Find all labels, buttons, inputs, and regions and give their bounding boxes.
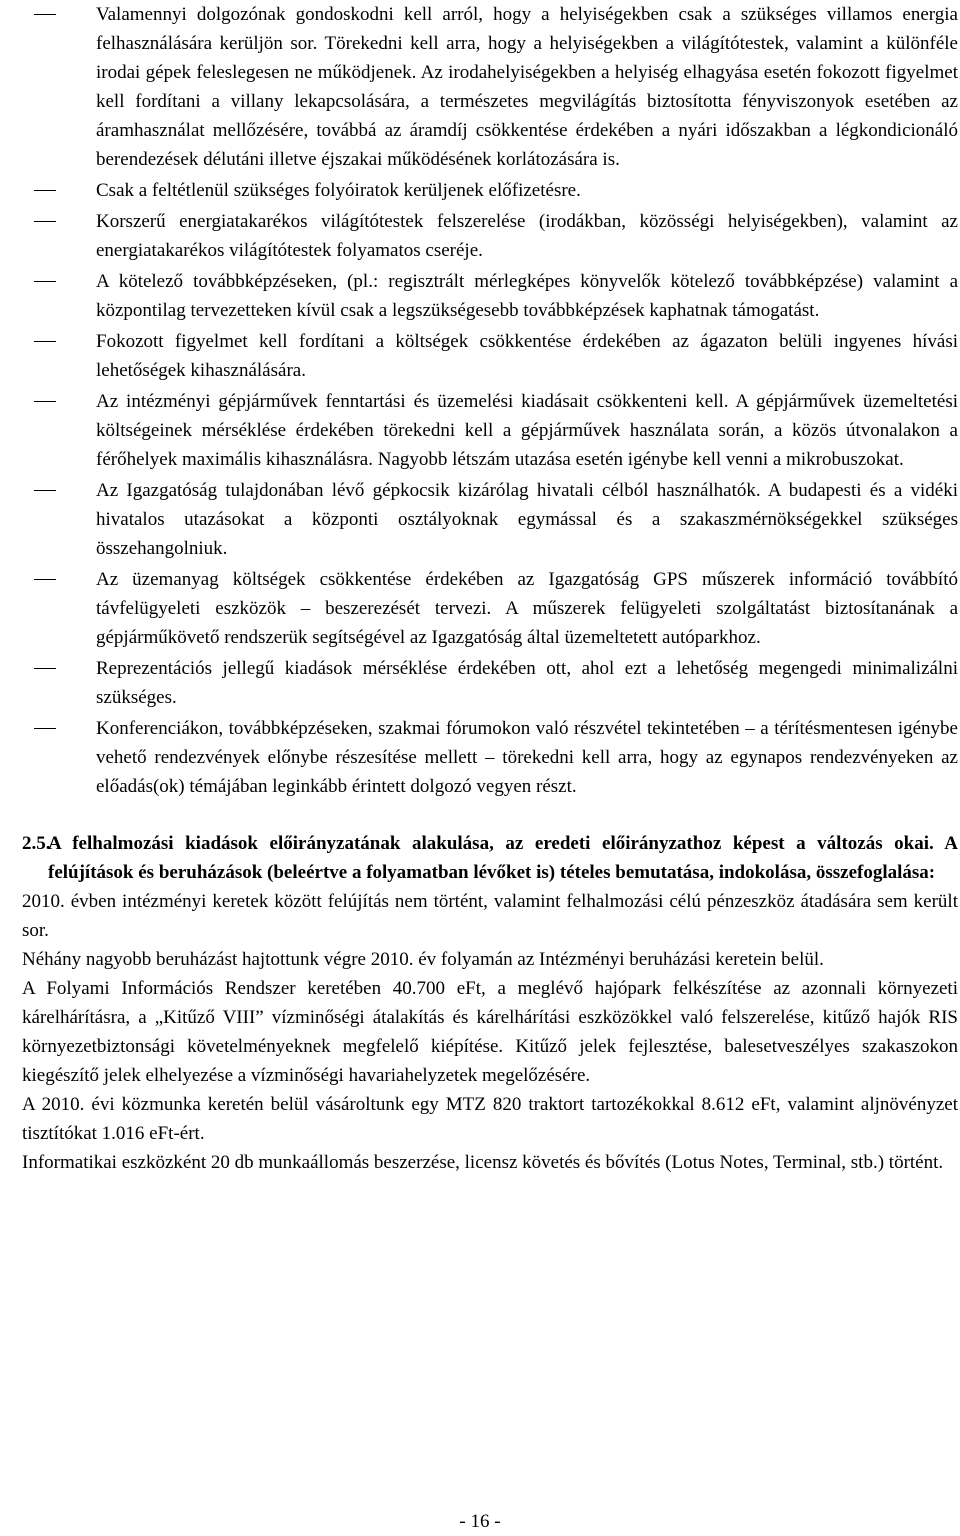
- paragraph: A Folyami Információs Rendszer keretében 40.700 eFt, a meglévő hajópark felkészítése az azonnali környezeti kárelhárításra, a „Kitűző VIII” vízminőségi átalakítás és kárelhárítási eszközökkel való felszerelése, kitűző hajók RIS környezetbiztonsági követelményeknek megfelelő kiépítése. Kitűző jelek fejlesztése, balesetveszélyes szakaszokon kiegészítő jelek elhelyezése a vízminőségi havariahelyzetek megelőzésére.: [22, 978, 958, 1086]
- dash-bullet-icon: [34, 490, 56, 491]
- section-title: A felhalmozási kiadások előirányzatának alakulása, az eredeti előirányzathoz képest a változás okai. A felújítások és beruházások (beleértve a folyamatban lévőket is) tételes bemutatása, indokolása, összefoglalása:: [48, 833, 958, 883]
- dash-bullet-icon: [34, 190, 56, 191]
- list-item-text: Fokozott figyelmet kell fordítani a költségek csökkentése érdekében az ágazaton belüli ingyenes hívási lehetőségek kihasználására.: [96, 331, 958, 381]
- dash-bullet-icon: [34, 281, 56, 282]
- list-item-text: Valamennyi dolgozónak gondoskodni kell arról, hogy a helyiségekben csak a szükséges villamos energia felhasználására kerüljön sor. Törekedni kell arra, hogy a helyiségekben a világítótestek, valamint a különféle irodai gépek feleslegesen ne működjenek. Az irodahelyiségekben a helyiség elhagyása esetén fokozott figyelmet kell fordítani a villany lekapcsolására, a természetes megvilágítás biztosította fényviszonyok esetében az áramhasználat mellőzésére, továbbá az áramdíj csökkentése érdekében a nyári időszakban a légkondicionáló berendezések délutáni illetve éjszakai működésének korlátozására is.: [96, 4, 958, 170]
- list-item: [22, 714, 958, 801]
- list-item-text: A kötelező továbbképzéseken, (pl.: regisztrált mérlegképes könyvelők kötelező továbbképzése) valamint a központilag tervezetteken kívül csak a legszükségesebb továbbképzések kaphatnak támogatást.: [96, 271, 958, 321]
- list-item: [22, 176, 958, 205]
- list-item-text: Konferenciákon, továbbképzéseken, szakmai fórumokon való részvétel tekintetében – a térítésmentesen igénybe vehető rendezvények előnybe részesítése mellett – törekedni kell arra, hogy az egynapos rendezvényeken az előadás(ok) témájában leginkább érintett dolgozó vegyen részt.: [96, 718, 958, 797]
- list-item-text: Csak a feltétlenül szükséges folyóiratok kerüljenek előfizetésre.: [96, 180, 581, 201]
- list-item: [22, 654, 958, 712]
- list-item-text: Reprezentációs jellegű kiadások mérséklése érdekében ott, ahol ezt a lehetőség megengedi minimalizálni szükséges.: [96, 658, 958, 708]
- bullet-list: [22, 0, 958, 801]
- list-item: [22, 565, 958, 652]
- dash-bullet-icon: [34, 401, 56, 402]
- dash-bullet-icon: [34, 221, 56, 222]
- list-item: [22, 476, 958, 563]
- list-item: [22, 0, 958, 174]
- list-item: [22, 327, 958, 385]
- dash-bullet-icon: [34, 668, 56, 669]
- paragraph: 2010. évben intézményi keretek között felújítás nem történt, valamint felhalmozási célú pénzeszköz átadására sem került sor.: [22, 891, 958, 941]
- section-number: 2.5.: [22, 833, 51, 854]
- list-item: [22, 267, 958, 325]
- paragraph: Néhány nagyobb beruházást hajtottunk végre 2010. év folyamán az Intézményi beruházási keretein belül.: [22, 949, 824, 970]
- dash-bullet-icon: [34, 341, 56, 342]
- paragraph: A 2010. évi közmunka keretén belül vásároltunk egy MTZ 820 traktort tartozékokkal 8.612 eFt, valamint aljnövényzet tisztítókat 1.016 eFt-ért.: [22, 1094, 958, 1144]
- list-item-text: Az Igazgatóság tulajdonában lévő gépkocsik kizárólag hivatali célból használhatók. A budapesti és a vidéki hivatalos utazásokat a központi osztályoknak egymással és a szakaszmérnökségekkel szükséges összehangolniuk.: [96, 480, 958, 559]
- list-item-text: Korszerű energiatakarékos világítótestek felszerelése (irodákban, közösségi helyiségekben), valamint az energiatakarékos világítótestek folyamatos cseréje.: [96, 211, 958, 261]
- paragraph: Informatikai eszközként 20 db munkaállomás beszerzése, licensz követés és bővítés (Lotus Notes, Terminal, stb.) történt.: [22, 1152, 944, 1173]
- page-number: - 16 -: [459, 1511, 501, 1532]
- list-item: [22, 387, 958, 474]
- section-heading: [22, 829, 958, 887]
- document-page: [22, 0, 958, 1177]
- dash-bullet-icon: [34, 728, 56, 729]
- list-item-text: Az intézményi gépjárművek fenntartási és üzemelési kiadásait csökkenteni kell. A gépjárművek üzemeltetési költségeinek mérséklése érdekében törekedni kell a gépjárművek használata során, a közös útvonalakon a férőhelyek maximális kihasználásra. Nagyobb létszám utazása esetén igénybe kell venni a mikrobuszokat.: [96, 391, 958, 470]
- dash-bullet-icon: [34, 579, 56, 580]
- list-item-text: Az üzemanyag költségek csökkentése érdekében az Igazgatóság GPS műszerek információ továbbító távfelügyeleti eszközök – beszerezését tervezi. A műszerek felügyeleti szolgáltatást biztosítanának a gépjárműkövető rendszerük segítségével az Igazgatóság által üzemeltetett autóparkhoz.: [96, 569, 958, 648]
- dash-bullet-icon: [34, 14, 56, 15]
- list-item: [22, 207, 958, 265]
